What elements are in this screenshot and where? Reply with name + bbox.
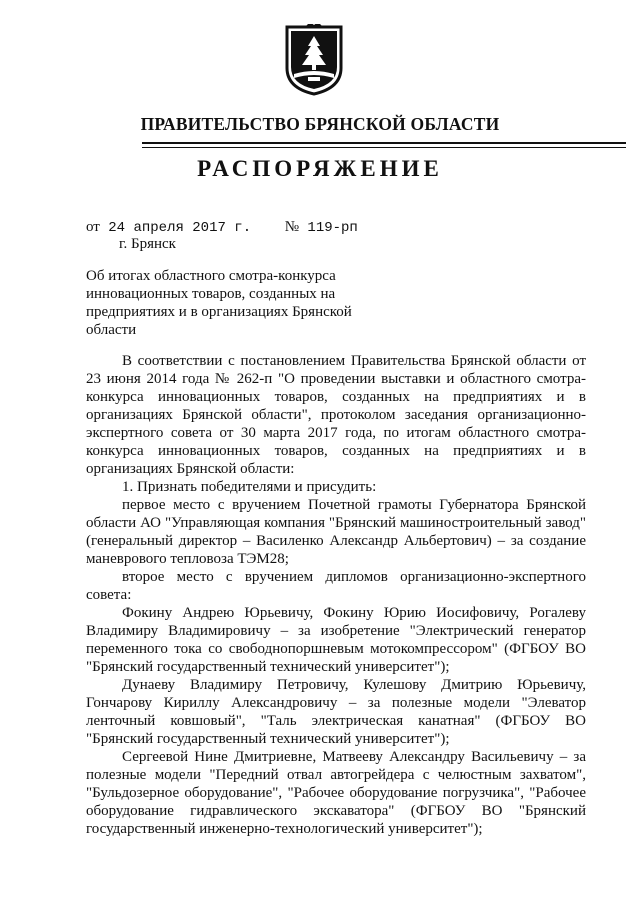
document-number: 119-рп (307, 220, 358, 236)
winner-paragraph-3: Сергеевой Нине Дмитриевне, Матвееву Александру Васильевичу – за полезные модели "Передний отвал автогрейдера с челюстным захватом", "Бульдозерное оборудование", "Рабочее оборудование погрузчика", "Рабочее оборудование гидравлического экскаватора" (ФГБОУ ВО "Брянский государственный инженерно-технологический университет"); (86, 749, 586, 837)
winner-paragraph-1: Фокину Андрею Юрьевичу, Фокину Юрию Иосифовичу, Рогалеву Владимиру Владимировичу – за изобретение "Электрический генератор переменного тока со свободнопоршневым мотокомпрессором" (ФГБОУ ВО "Брянский государственный технический университет"); (86, 605, 586, 675)
winner-paragraph-2: Дунаеву Владимиру Петровичу, Кулешову Дмитрию Юрьевичу, Гончарову Кириллу Александровичу – за полезные модели "Элеватор ленточный ковшовый", "Таль электрическая канатная" (ФГБОУ ВО "Брянский государственный технический университет"); (86, 677, 586, 747)
document-date: 24 апреля 2017 г. (108, 220, 252, 236)
header-divider-thin (142, 147, 626, 148)
first-place-paragraph: первое место с вручением Почетной грамоты Губернатора Брянской области АО "Управляющая компания "Брянский машиностроительный завод" (генеральный директор – Василенко Александр Альбертович) – за создание маневрового тепловоза ТЭМ28; (86, 497, 586, 567)
bryansk-coat-of-arms-icon (284, 24, 344, 96)
date-prefix: от (86, 219, 100, 235)
document-city: г. Брянск (119, 236, 176, 252)
number-prefix: № (284, 219, 300, 235)
second-place-paragraph: второе место с вручением дипломов организационно-экспертного совета: (86, 569, 586, 603)
item-1-paragraph: 1. Признать победителями и присудить: (122, 479, 377, 495)
document-subject: Об итогах областного смотра-конкурса инновационных товаров, созданных на предприятиях и в организациях Брянской области (86, 268, 352, 338)
document-type: РАСПОРЯЖЕНИЕ (197, 156, 443, 181)
header-divider (142, 142, 626, 144)
document-date-line (86, 219, 358, 236)
document-body (86, 352, 586, 838)
preamble-paragraph: В соответствии с постановлением Правительства Брянской области от 23 июня 2014 года № 262-п "О проведении выставки и областного смотра-конкурса инновационных товаров, созданных на предприятиях и в организациях Брянской области", протоколом заседания организационно-экспертного совета от 30 марта 2017 года, по итогам областного смотра-конкурса инновационных товаров, созданных на предприятиях и в организациях Брянской области: (86, 353, 586, 477)
government-title: ПРАВИТЕЛЬСТВО БРЯНСКОЙ ОБЛАСТИ (140, 114, 500, 134)
